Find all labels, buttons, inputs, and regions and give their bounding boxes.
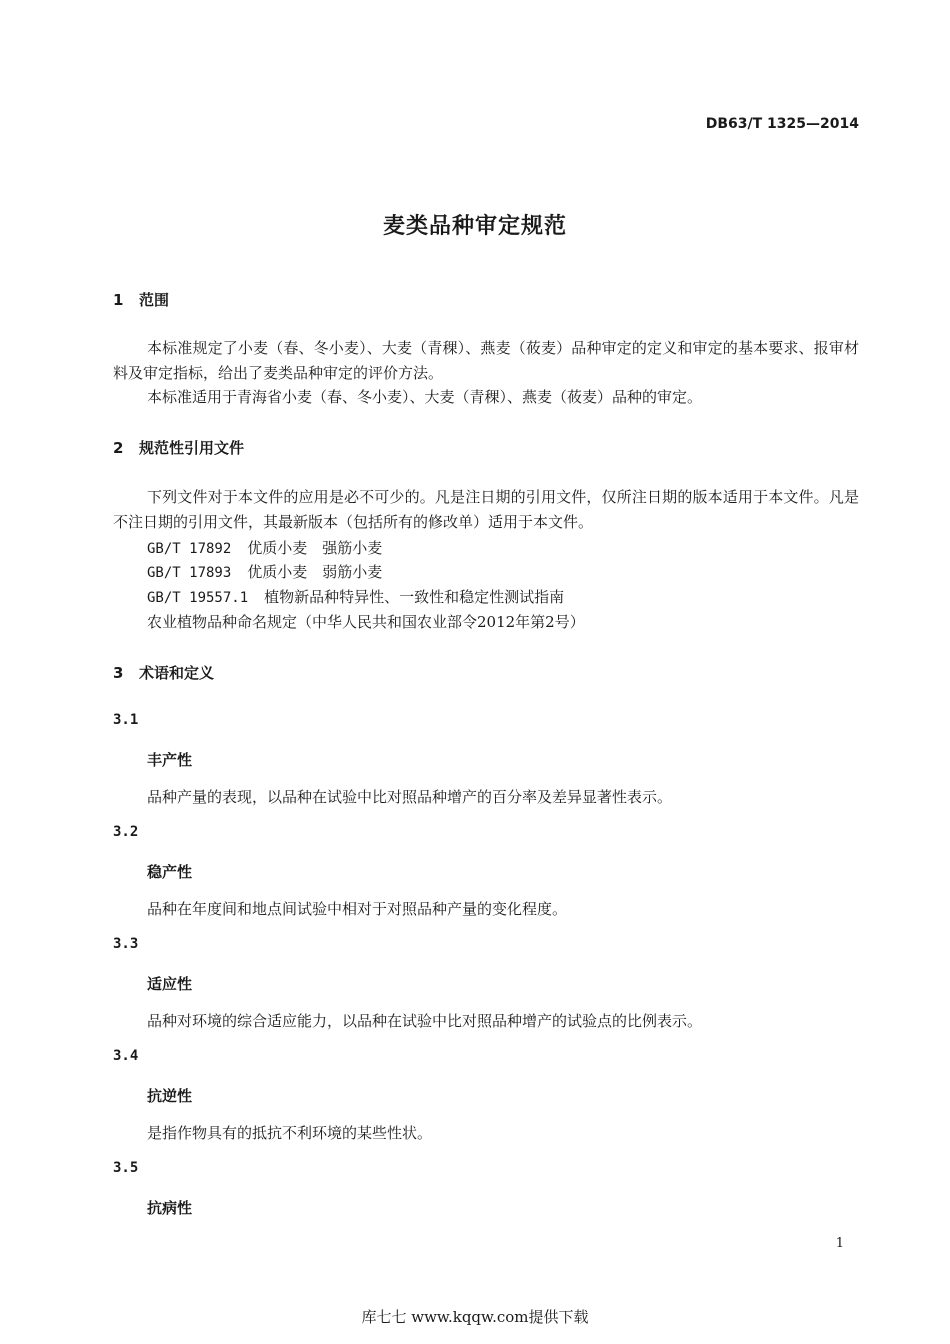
reference-item <box>147 537 382 558</box>
term-definition: 是指作物具有的抵抗不利环境的某些性状。 <box>147 1124 433 1142</box>
term-number: 3.5 <box>113 1160 139 1176</box>
term-number: 3.2 <box>113 824 139 840</box>
term-number: 3.3 <box>113 936 139 952</box>
term-number: 3.1 <box>113 712 139 728</box>
term-definition: 品种对环境的综合适应能力，以品种在试验中比对照品种增产的试验点的比例表示。 <box>147 1012 703 1030</box>
section-number: 3 <box>113 664 124 682</box>
page-number: 1 <box>835 1236 844 1251</box>
term-definition: 品种在年度间和地点间试验中相对于对照品种产量的变化程度。 <box>147 900 568 918</box>
reference-title: 优质小麦 弱筋小麦 <box>247 563 383 581</box>
term-name: 丰产性 <box>147 751 193 769</box>
reference-title: 优质小麦 强筋小麦 <box>247 539 383 557</box>
section-2-paragraph-1: 下列文件对于本文件的应用是必不可少的。凡是注日期的引用文件，仅所注日期的版本适用于本文件。凡是不注日期的引用文件，其最新版本（包括所有的修改单）适用于本文件。 <box>113 488 859 531</box>
term-number: 3.4 <box>113 1048 139 1064</box>
reference-item <box>147 561 382 582</box>
section-title: 术语和定义 <box>139 664 215 682</box>
document-title: 麦类品种审定规范 <box>382 214 567 239</box>
section-1-paragraph-2: 本标准适用于青海省小麦（春、冬小麦）、大麦（青稞）、燕麦（莜麦）品种的审定。 <box>147 388 703 406</box>
section-1-paragraph-1: 本标准规定了小麦（春、冬小麦）、大麦（青稞）、燕麦（莜麦）品种审定的定义和审定的基本要求、报审材料及审定指标，给出了麦类品种审定的评价方法。 <box>113 339 859 382</box>
reference-item <box>147 586 564 607</box>
section-title: 范围 <box>139 291 170 309</box>
term-name: 抗病性 <box>147 1199 193 1217</box>
download-footer: 库七七 www.kqqw.com提供下载 <box>361 1308 589 1326</box>
section-number: 1 <box>113 291 124 309</box>
term-name: 抗逆性 <box>147 1087 193 1105</box>
reference-code: GB/T 17892 <box>147 541 232 557</box>
standard-code: DB63/T 1325—2014 <box>705 116 859 132</box>
term-name: 适应性 <box>147 975 193 993</box>
section-number: 2 <box>113 439 124 457</box>
reference-title: 植物新品种特异性、一致性和稳定性测试指南 <box>264 588 565 606</box>
reference-item-regulation: 农业植物品种命名规定（中华人民共和国农业部令2012年第2号） <box>147 613 585 631</box>
section-2-heading <box>113 437 244 458</box>
reference-code: GB/T 17893 <box>147 565 232 581</box>
term-name: 稳产性 <box>147 863 193 881</box>
section-title: 规范性引用文件 <box>139 439 245 457</box>
term-definition: 品种产量的表现，以品种在试验中比对照品种增产的百分率及差异显著性表示。 <box>147 788 673 806</box>
reference-code: GB/T 19557.1 <box>147 590 249 606</box>
section-3-heading <box>113 662 214 683</box>
section-1-heading <box>113 289 169 310</box>
